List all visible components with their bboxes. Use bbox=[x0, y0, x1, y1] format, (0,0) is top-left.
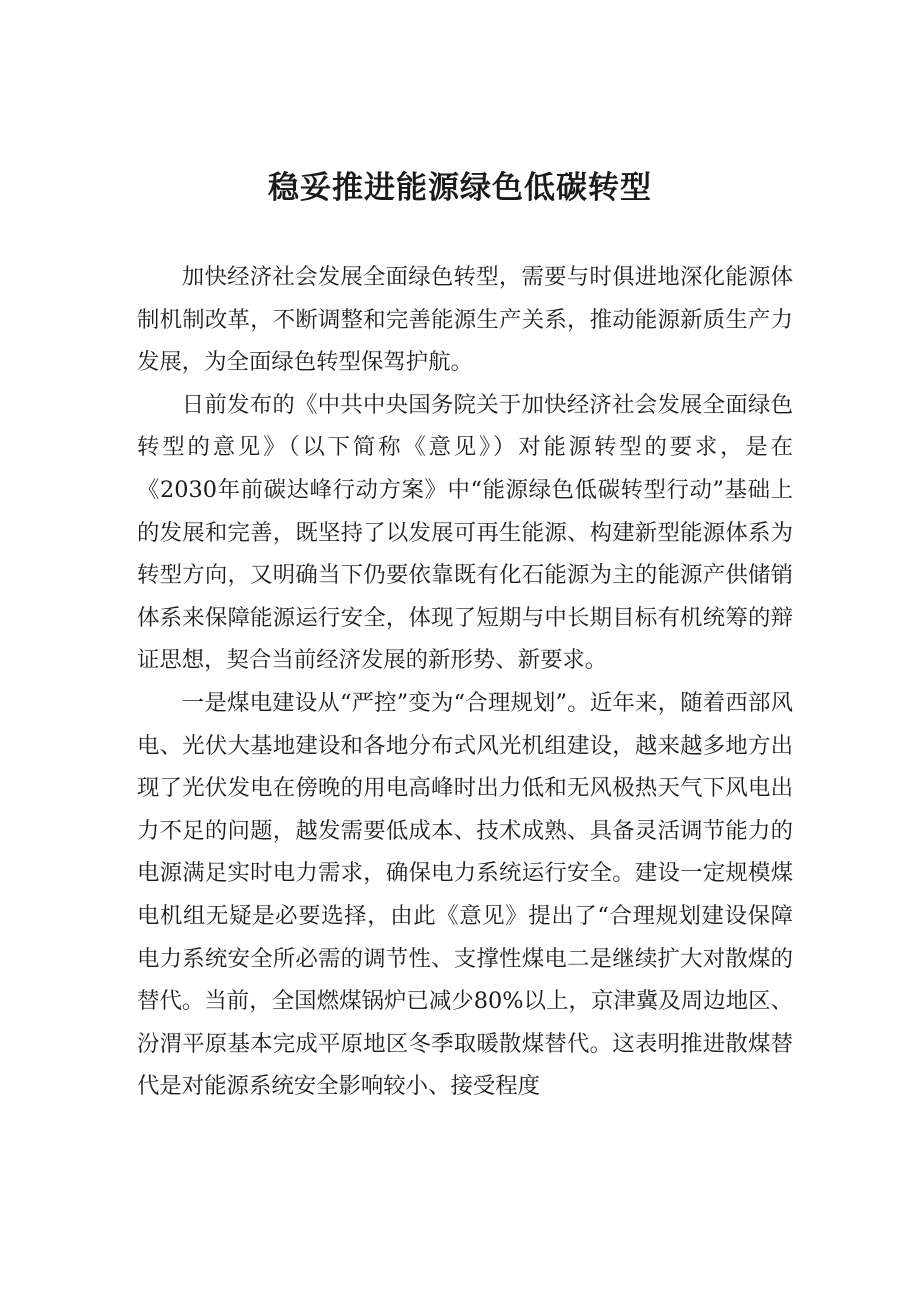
paragraph-3: 一是煤电建设从“严控”变为“合理规划”。近年来，随着西部风电、光伏大基地建设和各地分布式风光机组建设，越来越多地方出现了光伏发电在傍晚的用电高峰时出力低和无风极热天气下风电出力不足的问题，越发需要低成本、技术成熟、具备灵活调节能力的电源满足实时电力需求，确保电力系统运行安全。建设一定规模煤电机组无疑是必要选择，由此《意见》提出了“合理规划建设保障电力系统安全所必需的调节性、支撑性煤电二是继续扩大对散煤的替代。当前，全国燃煤锅炉已减少80%以上，京津冀及周边地区、汾渭平原基本完成平原地区冬季取暖散煤替代。这表明推进散煤替代是对能源系统安全影响较小、接受程度 bbox=[137, 689, 793, 1100]
document-title: 稳妥推进能源绿色低碳转型 bbox=[268, 170, 652, 206]
paragraph-1: 加快经济社会发展全面绿色转型，需要与时俱进地深化能源体制机制改革，不断调整和完善能源生产关系，推动能源新质生产力发展，为全面绿色转型保驾护航。 bbox=[137, 264, 793, 376]
document-body bbox=[137, 256, 793, 1108]
paragraph-2: 日前发布的《中共中央国务院关于加快经济社会发展全面绿色转型的意见》（以下简称《意见》）对能源转型的要求，是在《2030年前碳达峰行动方案》中“能源绿色低碳转型行动”基础上的发展和完善，既坚持了以发展可再生能源、构建新型能源体系为转型方向，又明确当下仍要依靠既有化石能源为主的能源产供储销体系来保障能源运行安全，体现了短期与中长期目标有机统筹的辩证思想，契合当前经济发展的新形势、新要求。 bbox=[137, 391, 793, 674]
